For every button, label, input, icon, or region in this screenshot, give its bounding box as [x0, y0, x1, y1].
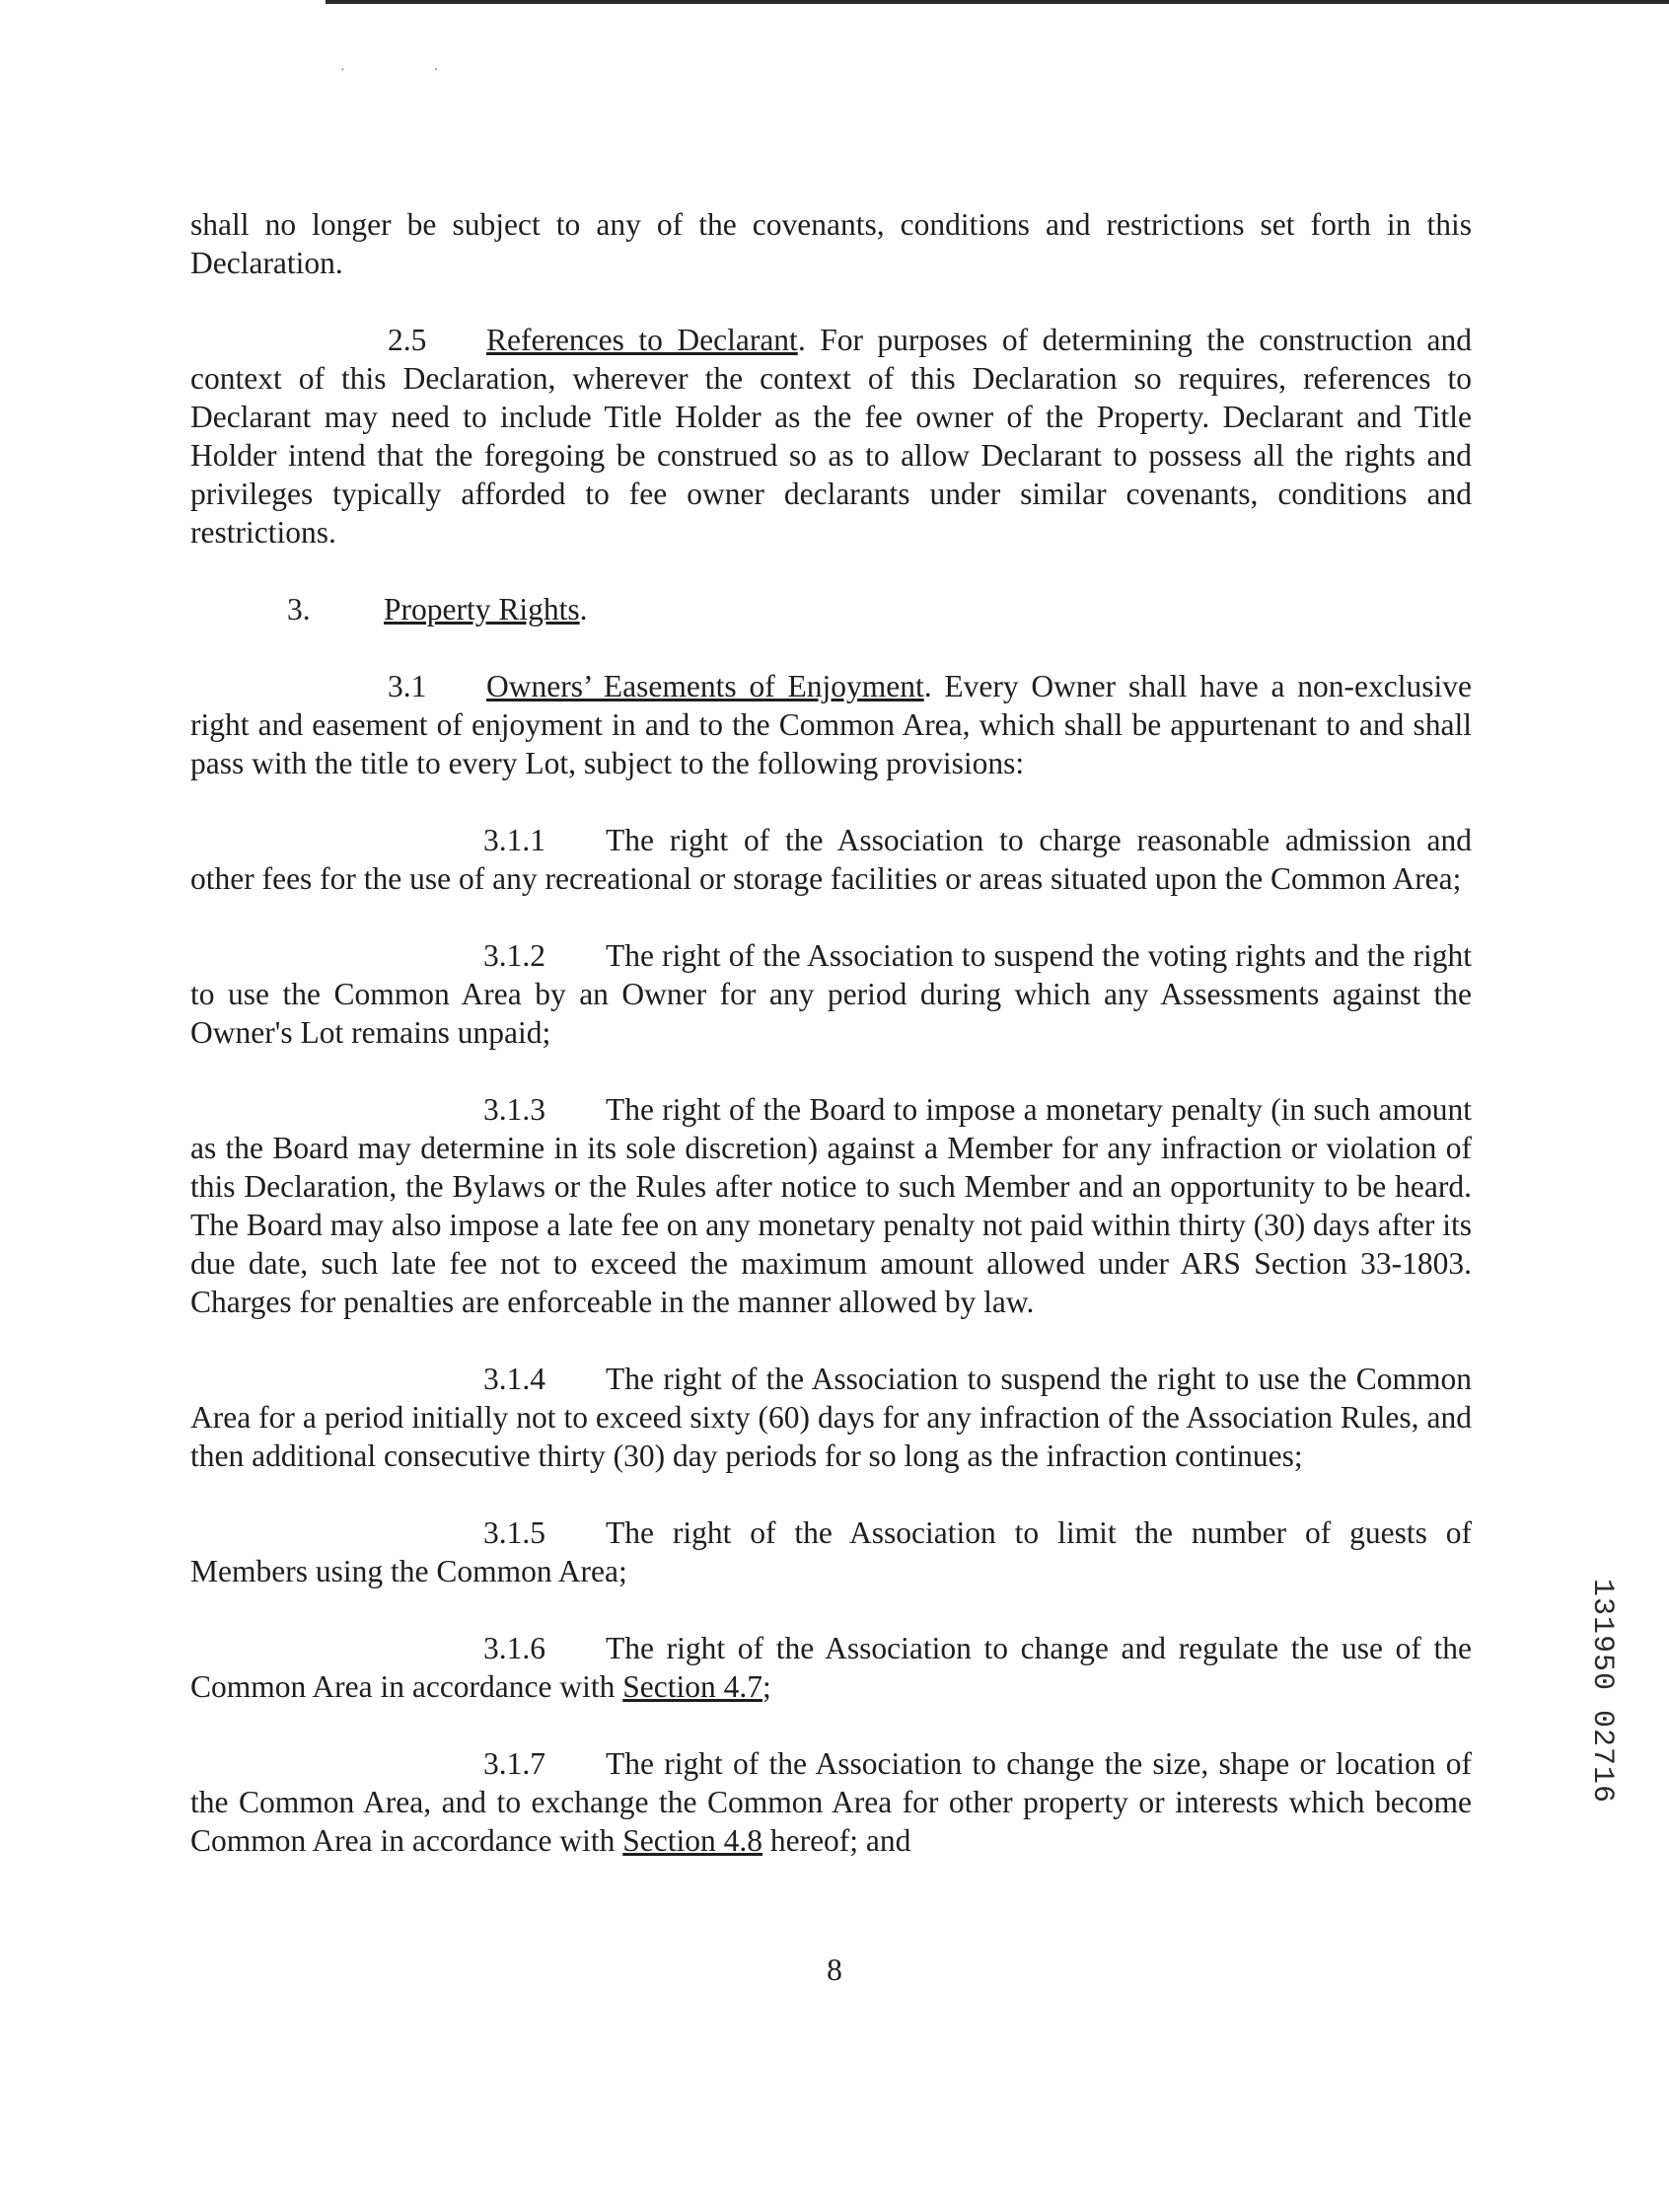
- scan-edge: [326, 0, 1669, 4]
- subsection-text: The right of the Association to suspend the voting rights and the right to use the Common Area by an Owner for any period during which any Assessments against the Owner's Lot remains unpaid;: [190, 938, 1472, 1050]
- recording-number-stamp: 131950 02716: [1585, 1579, 1619, 1805]
- subsection-text: The right of the Board to impose a monetary penalty (in such amount as the Board may determine in its sole discretion) against a Member for any infraction or violation of this Declaration, the Bylaws or the Rules after notice to such Member and an opportunity to be heard. The Board may also impose a late fee on any monetary penalty not paid within thirty (30) days after its due date, such late fee not to exceed the maximum amount allowed under ARS Section 33-1803. Charges for penalties are enforceable in the manner allowed by law.: [190, 1092, 1473, 1319]
- subsection-3-1-2: [190, 936, 1472, 1052]
- subsection-3-1-4: [190, 1360, 1472, 1475]
- subsection-3-1-1: [190, 821, 1472, 898]
- continuation-text: shall no longer be subject to any of the covenants, conditions and restrictions set forth in this Declaration.: [190, 207, 1472, 280]
- section-reference-link[interactable]: Section 4.8: [622, 1823, 762, 1858]
- section-text: Every Owner shall have a non-exclusive right and easement of enjoyment in and to the Common Area, which shall be appurtenant to and shall pass with the title to every Lot, subject to the following provisions:: [190, 669, 1472, 780]
- section-number: 2.5: [388, 323, 427, 357]
- subsection-number: 3.1.7: [483, 1746, 545, 1781]
- section-heading: References to Declarant: [486, 323, 798, 357]
- section-text: For purposes of determining the construction and context of this Declaration, wherever the context of this Declaration so requires, references to Declarant may need to include Title Holder as the fee owner of the Property. Declarant and Title Holder intend that the foregoing be construed so as to allow Declarant to possess all the rights and privileges typically afforded to fee owner declarants under similar covenants, conditions and restrictions.: [190, 323, 1473, 550]
- document-page: [190, 205, 1472, 1860]
- subsection-3-1-7: [190, 1744, 1472, 1860]
- section-2-5: 2.5 References to Declarant. For purposes of determining the construction and context of this Declaration, wherever the context of this Declaration so requires, references to Declarant may need to include Title Holder as the fee owner of the Property. Declarant and Title Holder intend that the foregoing be construed so as to allow Declarant to possess all the rights and privileges typically afforded to fee owner declarants under similar covenants, conditions and restrictions.: [190, 323, 1473, 550]
- subsection-number: 3.1.3: [483, 1092, 545, 1127]
- section-reference-link[interactable]: Section 4.7: [622, 1669, 762, 1704]
- subsection-number: 3.1.4: [483, 1362, 545, 1396]
- section-3: 3. Property Rights.: [287, 592, 588, 627]
- scan-specks: · ·: [340, 63, 439, 78]
- subsection-3-1-3: [190, 1090, 1472, 1321]
- subsection-number: 3.1.6: [483, 1631, 545, 1665]
- section-3-1: 3.1 Owners’ Easements of Enjoyment. Every Owner shall have a non-exclusive right and easement of enjoyment in and to the Common Area, which shall be appurtenant to and shall pass with the title to every Lot, subject to the following provisions:: [190, 669, 1472, 780]
- section-heading: Property Rights: [384, 592, 580, 627]
- subsection-text: The right of the Association to limit the number of guests of Members using the Common Area;: [190, 1515, 1472, 1588]
- section-number: 3.: [287, 592, 311, 627]
- subsection-3-1-5: [190, 1513, 1472, 1590]
- section-number: 3.1: [388, 669, 427, 703]
- subsection-text: The right of the Association to charge reasonable admission and other fees for the use of any recreational or storage facilities or areas situated upon the Common Area;: [190, 823, 1472, 896]
- subsection-text: The right of the Association to change and regulate the use of the Common Area in accordance with: [190, 1631, 1472, 1704]
- section-heading: Owners’ Easements of Enjoyment: [486, 669, 924, 703]
- subsection-number: 3.1.1: [483, 823, 545, 857]
- subsection-number: 3.1.5: [483, 1515, 545, 1550]
- subsection-text: The right of the Association to suspend the right to use the Common Area for a period initially not to exceed sixty (60) days for any infraction of the Association Rules, and then additional consecutive thirty (30) day periods for so long as the infraction continues;: [190, 1362, 1472, 1473]
- page-number: 8: [827, 1953, 842, 1987]
- subsection-text: The right of the Association to change the size, shape or location of the Common Area, and to exchange the Common Area for other property or interests which become Common Area in accordance with: [190, 1746, 1472, 1858]
- continuation-paragraph: [190, 205, 1472, 282]
- subsection-text-end: ;: [762, 1669, 771, 1704]
- subsection-3-1-6: [190, 1629, 1472, 1706]
- subsection-text-end: hereof; and: [762, 1823, 911, 1858]
- subsection-number: 3.1.2: [483, 938, 545, 973]
